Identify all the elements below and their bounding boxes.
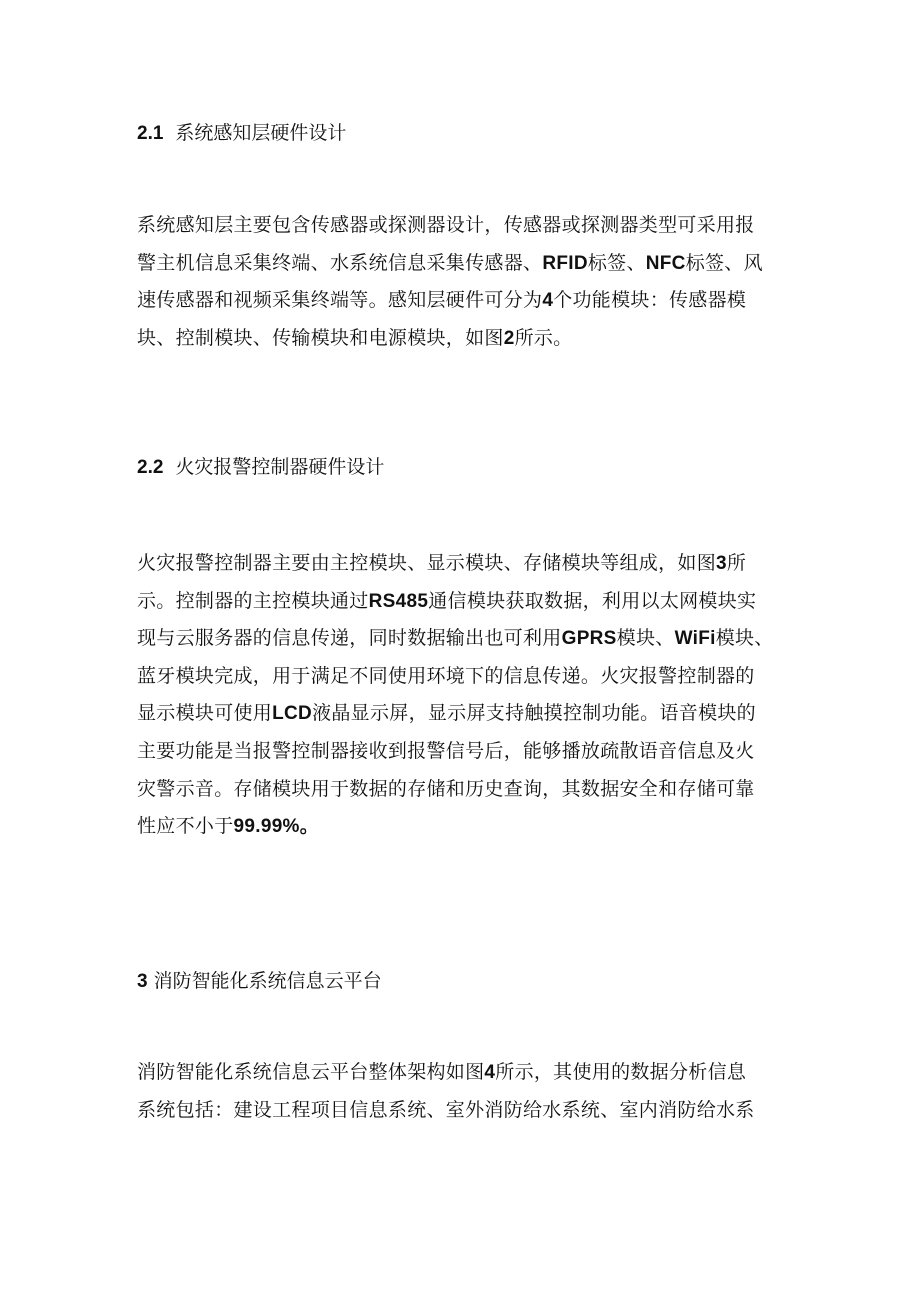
text-line: 火灾报警控制器主要由主控模块、显示模块、存储模块等组成，如图3所 [137,552,747,574]
text-line: 消防智能化系统信息云平台整体架构如图4所示，其使用的数据分析信息 [137,1061,747,1083]
section-heading-3 [137,969,382,994]
section-title: 系统感知层硬件设计 [175,122,347,144]
section-heading-2-2 [137,455,384,480]
text-line: 速传感器和视频采集终端等。感知层硬件可分为4个功能模块：传感器模 [137,289,747,312]
paragraph-cloud-platform [137,1054,797,1129]
section-number: 3 [137,971,148,992]
text-line: 主要功能是当报警控制器接收到报警信号后，能够播放疏散语音信息及火 [137,739,755,762]
text-line: 现与云服务器的信息传递，同时数据输出也可利用GPRS模块、WiFi模块、 [137,627,774,650]
section-heading-2-1 [137,121,346,146]
text-line: 系统感知层主要包含传感器或探测器设计，传感器或探测器类型可采用报 [137,214,755,236]
paragraph-perception-layer [137,207,797,357]
text-line: 性应不小于99.99%。 [137,815,320,838]
text-line: 灾警示音。存储模块用于数据的存储和历史查询，其数据安全和存储可靠 [137,777,755,800]
section-title: 火灾报警控制器硬件设计 [175,456,385,478]
text-line: 显示模块可使用LCD液晶显示屏，显示屏支持触摸控制功能。语音模块的 [137,702,756,725]
paragraph-fire-alarm-controller [137,545,797,846]
section-number: 2.1 [137,123,164,144]
section-title: 消防智能化系统信息云平台 [153,970,382,992]
text-line: 蓝牙模块完成，用于满足不同使用环境下的信息传递。火灾报警控制器的 [137,664,755,687]
text-line: 块、控制模块、传输模块和电源模块，如图2所示。 [137,326,573,349]
text-line: 系统包括：建设工程项目信息系统、室外消防给水系统、室内消防给水系 [137,1098,755,1121]
text-line: 示。控制器的主控模块通过RS485通信模块获取数据，利用以太网模块实 [137,589,757,612]
text-line: 警主机信息采集终端、水系统信息采集传感器、RFID标签、NFC标签、风 [137,251,763,274]
section-number: 2.2 [137,457,164,478]
